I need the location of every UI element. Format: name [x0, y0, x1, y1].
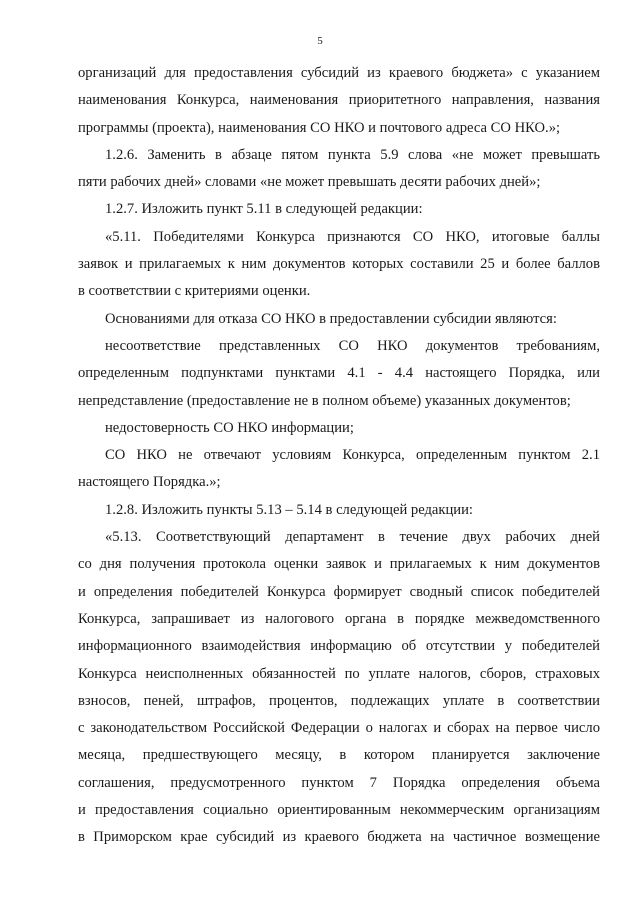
text-line: 1.2.7. Изложить пункт 5.11 в следующей редакции: — [105, 201, 423, 218]
paragraph — [78, 306, 600, 333]
text-line: программы (проекта), наименования СО НКО и почтового адреса СО НКО.»; — [78, 119, 561, 136]
text-line: заявок и прилагаемых к ним документов которых составили 25 и более баллов — [78, 256, 600, 273]
text-line: Конкурса, запрашивает из налогового органа в порядке межведомственного — [78, 610, 600, 627]
text-line: соглашения, предусмотренного пунктом 7 Порядка определения объема — [78, 774, 600, 791]
text-line: 1.2.6. Заменить в абзаце пятом пункта 5.9 слова «не может превышать — [105, 146, 600, 163]
paragraph — [78, 442, 600, 497]
text-line: недостоверность СО НКО информации; — [105, 419, 354, 436]
page-number: 5 — [317, 35, 323, 47]
text-line: СО НКО не отвечают условиям Конкурса, определенным пунктом 2.1 — [105, 447, 600, 464]
text-line: в Приморском крае субсидий из краевого бюджета на частичное возмещение — [78, 829, 600, 846]
paragraph — [78, 497, 600, 524]
text-line: Конкурса неисполненных обязанностей по уплате налогов, сборов, страховых — [78, 665, 600, 682]
paragraph — [78, 142, 600, 197]
text-line: настоящего Порядка.»; — [78, 474, 221, 491]
text-line: наименования Конкурса, наименования приоритетного направления, названия — [78, 92, 600, 109]
text-line: с законодательством Российской Федерации о налогах и сборах на первое число — [78, 720, 600, 737]
paragraph — [78, 524, 600, 852]
paragraph — [78, 333, 600, 415]
text-line: и определения победителей Конкурса формирует сводный список победителей — [78, 583, 600, 600]
text-line: определенным подпунктами пунктами 4.1 - 4.4 настоящего Порядка, или — [78, 365, 600, 382]
text-line: пяти рабочих дней» словами «не может превышать десяти рабочих дней»; — [78, 174, 541, 191]
text-line: и предоставления социально ориентированным некоммерческим организациям — [78, 802, 600, 819]
text-line: «5.13. Соответствующий департамент в течение двух рабочих дней — [105, 529, 600, 546]
text-line: «5.11. Победителями Конкурса признаются СО НКО, итоговые баллы — [105, 228, 600, 245]
text-line: несоответствие представленных СО НКО документов требованиям, — [105, 337, 600, 354]
paragraph — [78, 224, 600, 306]
document-body — [78, 60, 600, 852]
text-line: непредставление (предоставление не в полном объеме) указанных документов; — [78, 392, 571, 409]
text-line: в соответствии с критериями оценки. — [78, 283, 311, 300]
paragraph — [78, 415, 600, 442]
text-line: 1.2.8. Изложить пункты 5.13 – 5.14 в следующей редакции: — [105, 501, 473, 518]
text-line: месяца, предшествующего месяцу, в котором планируется заключение — [78, 747, 600, 764]
text-line: организаций для предоставления субсидий из краевого бюджета» с указанием — [78, 65, 600, 81]
text-line: со дня получения протокола оценки заявок и прилагаемых к ним документов — [78, 556, 600, 573]
text-line: Основаниями для отказа СО НКО в предоставлении субсидии являются: — [105, 310, 557, 327]
paragraph — [78, 196, 600, 223]
paragraph — [78, 60, 600, 142]
text-line: информационного взаимодействия информацию об отсутствии у победителей — [78, 638, 600, 655]
text-line: взносов, пеней, штрафов, процентов, подлежащих уплате в соответствии — [78, 692, 600, 709]
